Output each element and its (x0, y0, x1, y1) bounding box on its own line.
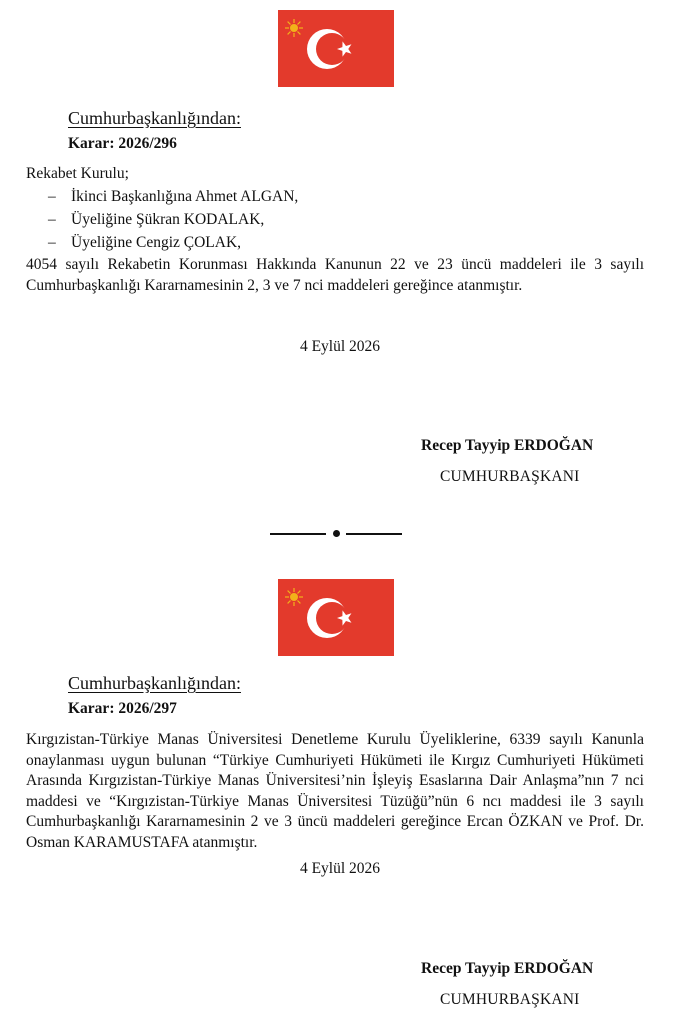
signer-name: Recep Tayyip ERDOĞAN (421, 437, 594, 454)
signer-title: CUMHURBAŞKANI (440, 468, 580, 485)
board-intro: Rekabet Kurulu; (26, 165, 129, 182)
signer-title: CUMHURBAŞKANI (440, 991, 580, 1008)
list-dash: – (48, 188, 56, 205)
list-dash: – (48, 234, 56, 251)
decision-number: Karar: 2026/297 (68, 700, 177, 717)
list-item: Üyeliğine Cengiz ÇOLAK, (71, 234, 242, 251)
turkish-flag-icon (278, 579, 394, 656)
decision-body: 4054 sayılı Rekabetin Korunması Hakkında Kanunun 22 ve 23 üncü maddeleri ile 3 sayılı Cumhurbaşkanlığı Kararnamesinin 2, 3 ve 7 nci maddeleri gereğince atanmıştır. (26, 256, 644, 294)
turkish-flag-icon (278, 10, 394, 87)
decision-date: 4 Eylül 2026 (299, 860, 381, 877)
issuer-heading: Cumhurbaşkanlığından: (68, 673, 241, 693)
list-dash: – (48, 211, 56, 228)
decision-date: 4 Eylül 2026 (299, 338, 381, 355)
issuer-heading: Cumhurbaşkanlığından: (68, 108, 241, 128)
decision-number: Karar: 2026/296 (68, 135, 177, 152)
separator-dot-icon (270, 526, 402, 540)
decision-body: Kırgızistan-Türkiye Manas Üniversitesi Denetleme Kurulu Üyeliklerine, 6339 sayılı Kanunla onaylanması uygun bulunan “Türkiye Cumhuriyeti Hükümeti ile Kırgız Cumhuriyeti Hükümeti Arasında Kırgızistan-Türkiye Manas Üniversitesi’nin İşleyiş Esaslarına Dair Anlaşma”nın 7 nci maddesi ve “Kırgızistan-Türkiye Manas Üniversitesi Tüzüğü”nün 6 ncı maddesi ile 3 sayılı Cumhurbaşkanlığı Kararnamesinin 2 ve 3 üncü maddeleri gereğince Ercan ÖZKAN ve Prof. Dr. Osman KARAMUSTAFA atanmıştır. (26, 731, 644, 851)
list-item: Üyeliğine Şükran KODALAK, (71, 211, 265, 228)
signer-name: Recep Tayyip ERDOĞAN (421, 960, 594, 977)
list-item: İkinci Başkanlığına Ahmet ALGAN, (71, 188, 299, 205)
